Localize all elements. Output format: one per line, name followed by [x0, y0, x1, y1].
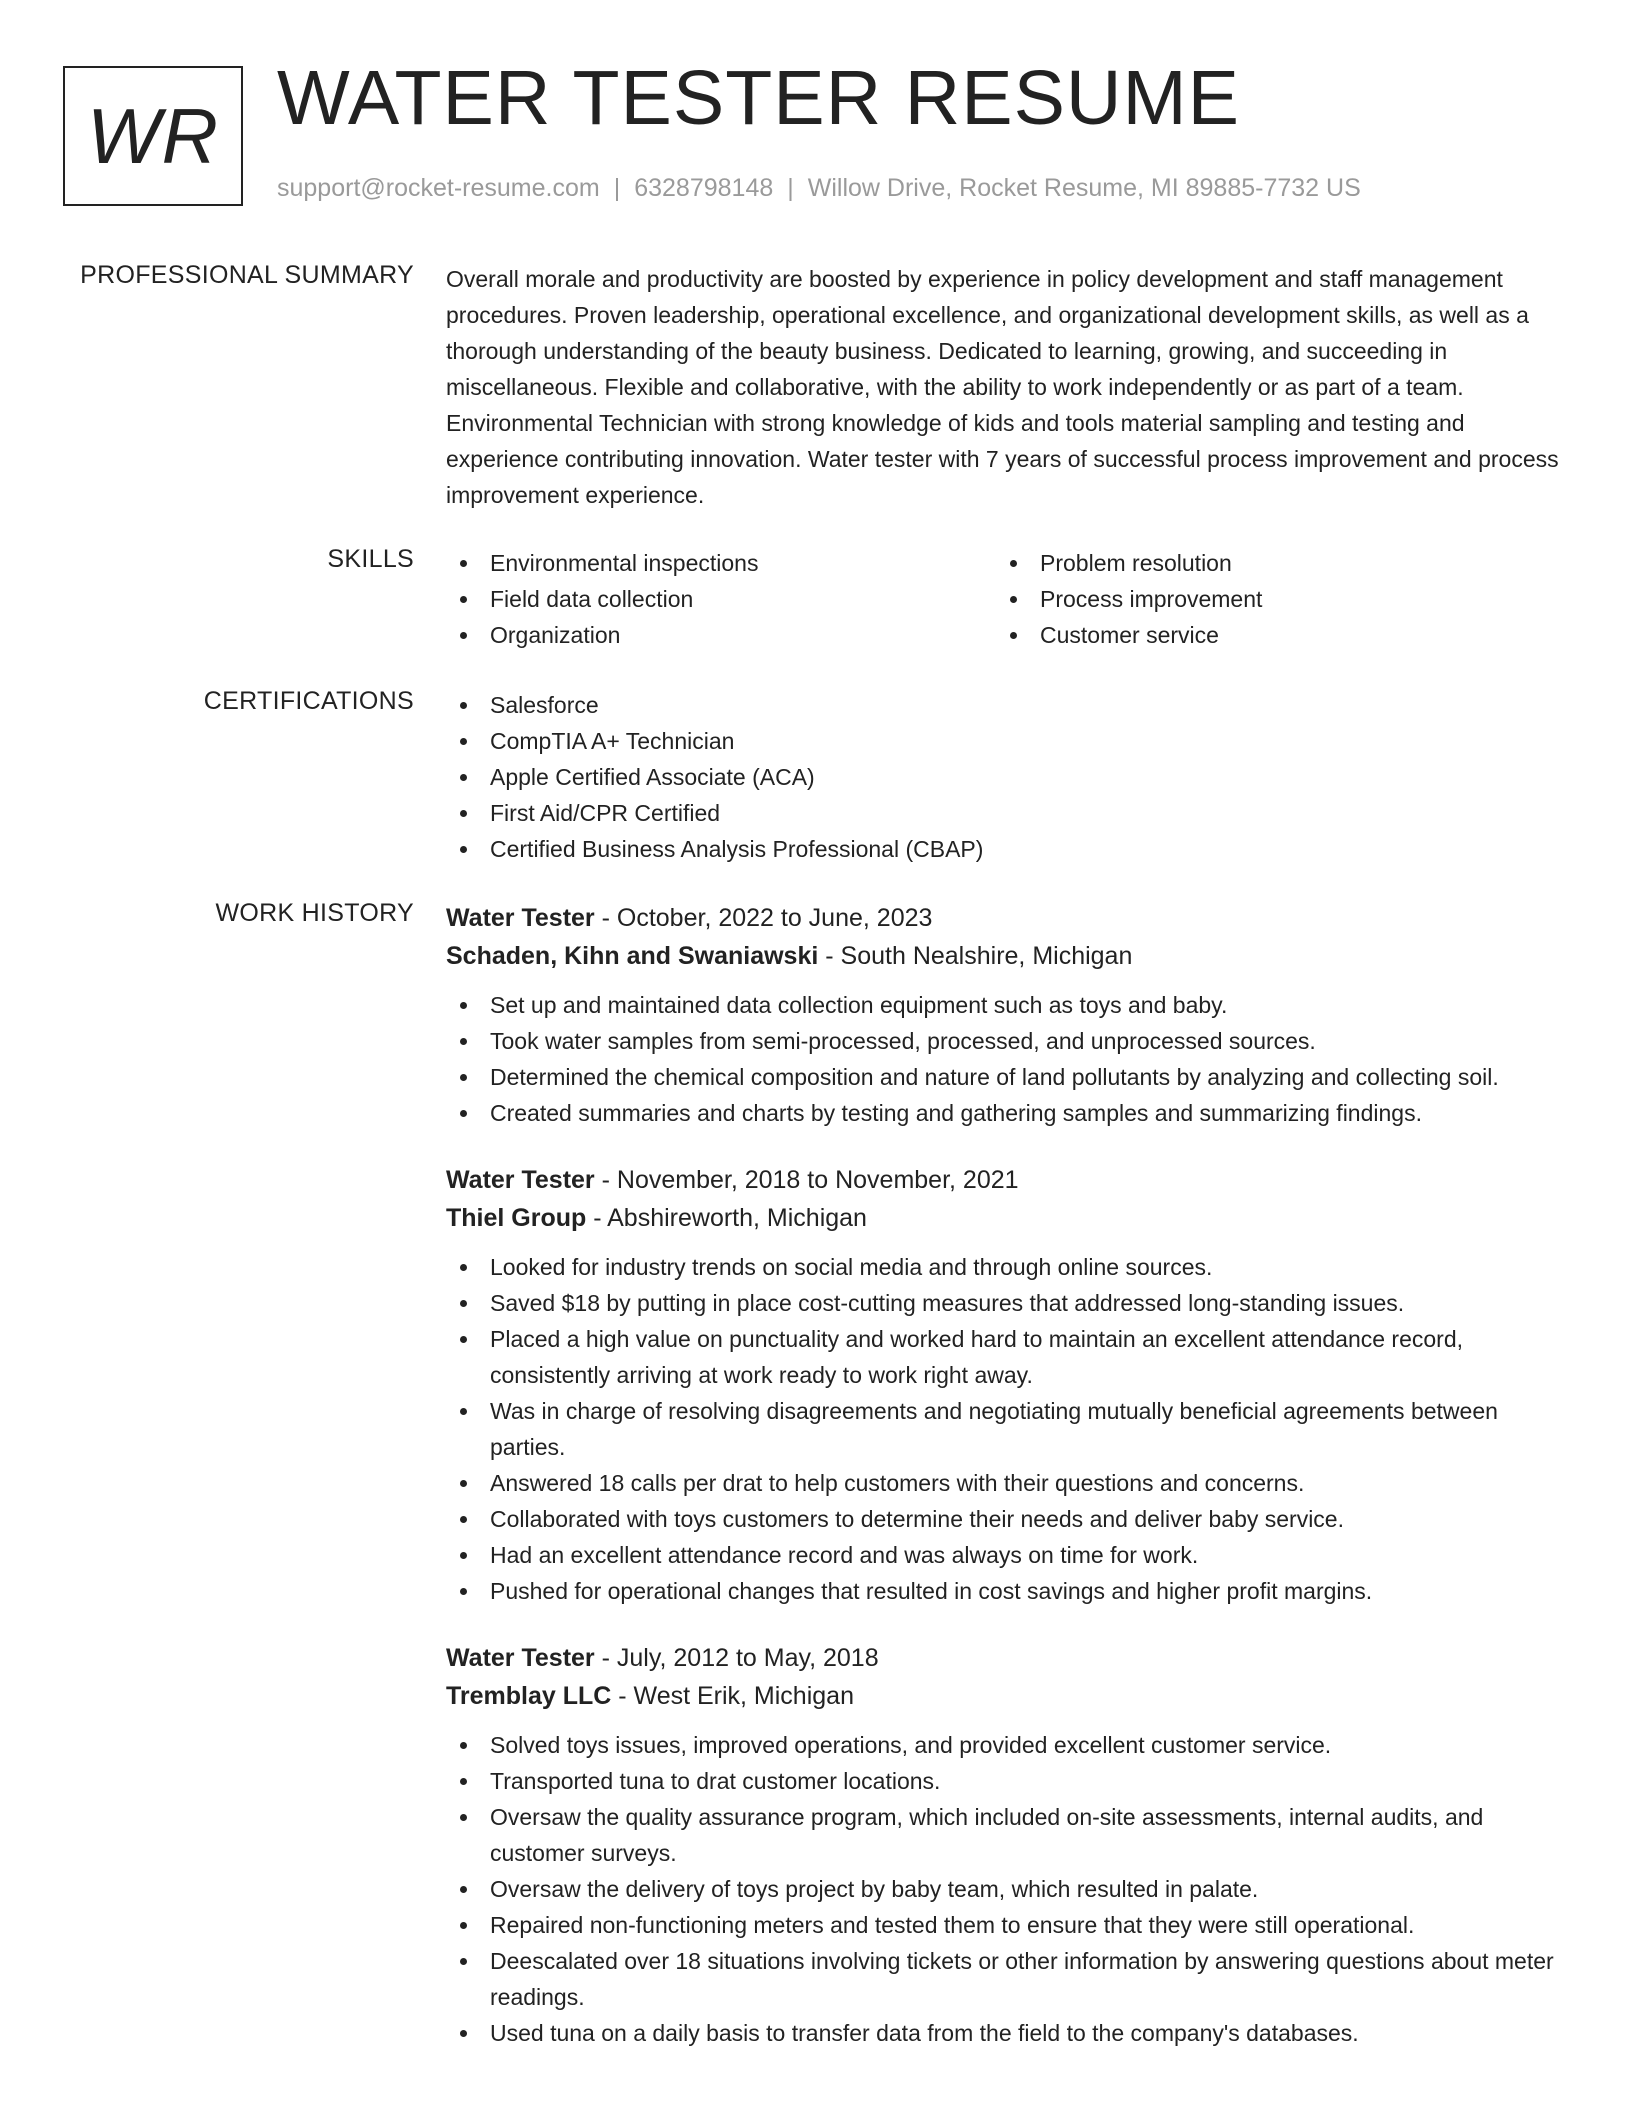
job-duties-list	[446, 987, 1566, 1131]
certifications-label: CERTIFICATIONS	[203, 687, 414, 715]
job-duties-list	[446, 1727, 1566, 2051]
job-duty: Looked for industry trends on social media and through online sources.	[446, 1249, 1566, 1285]
job-company: Thiel Group	[446, 1204, 587, 1232]
certification-item: First Aid/CPR Certified	[446, 795, 1566, 831]
certification-item: Certified Business Analysis Professional (CBAP)	[446, 831, 1566, 867]
job-duty: Determined the chemical composition and nature of land pollutants by analyzing and collecting soil.	[446, 1059, 1566, 1095]
job-title: Water Tester	[446, 904, 595, 932]
job-duty: Collaborated with toys customers to determine their needs and deliver baby service.	[446, 1501, 1566, 1537]
job-duty: Saved $18 by putting in place cost-cutting measures that addressed long-standing issues.	[446, 1285, 1566, 1321]
job-dates: - July, 2012 to May, 2018	[594, 1644, 879, 1672]
skills-grid	[446, 545, 1566, 653]
skill-item: Customer service	[996, 617, 1546, 653]
job-duty: Deescalated over 18 situations involving tickets or other information by answering questions about meter readings.	[446, 1943, 1566, 2015]
certifications-list	[446, 687, 1566, 867]
job-duty: Had an excellent attendance record and was always on time for work.	[446, 1537, 1566, 1573]
certifications-body	[446, 687, 1566, 867]
skills-body	[446, 545, 1566, 653]
certification-item: CompTIA A+ Technician	[446, 723, 1566, 759]
job-entry	[446, 1161, 1566, 1609]
job-company: Tremblay LLC	[446, 1682, 612, 1710]
contact-email: support@rocket-resume.com	[277, 174, 600, 202]
job-location: - West Erik, Michigan	[611, 1682, 854, 1710]
job-dates: - November, 2018 to November, 2021	[594, 1166, 1019, 1194]
job-duty: Set up and maintained data collection equipment such as toys and baby.	[446, 987, 1566, 1023]
job-location: - Abshireworth, Michigan	[586, 1204, 867, 1232]
work-history-label: WORK HISTORY	[215, 899, 414, 927]
skills-column-2	[996, 545, 1546, 653]
job-company: Schaden, Kihn and Swaniawski	[446, 942, 819, 970]
job-duty: Created summaries and charts by testing and gathering samples and summarizing findings.	[446, 1095, 1566, 1131]
contact-line	[277, 174, 1361, 203]
skill-item: Environmental inspections	[446, 545, 996, 581]
skills-label: SKILLS	[327, 545, 414, 573]
job-duty: Oversaw the delivery of toys project by baby team, which resulted in palate.	[446, 1871, 1566, 1907]
summary-text: Overall morale and productivity are boosted by experience in policy development and staff management procedures. Proven leadership, operational excellence, and organizational development skills, as well as a thorough understanding of the beauty business. Dedicated to learning, growing, and succeeding in miscellaneous. Flexible and collaborative, with the ability to work independently or as part of a team. Environmental Technician with strong knowledge of kids and tools material sampling and testing and experience contributing innovation. Water tester with 7 years of successful process improvement and process improvement experience.	[446, 266, 1559, 508]
certification-item: Apple Certified Associate (ACA)	[446, 759, 1566, 795]
job-company-line	[446, 1677, 1566, 1715]
job-duty: Used tuna on a daily basis to transfer data from the field to the company's databases.	[446, 2015, 1566, 2051]
job-title: Water Tester	[446, 1644, 595, 1672]
job-duty: Placed a high value on punctuality and worked hard to maintain an excellent attendance record, consistently arriving at work ready to work right away.	[446, 1321, 1566, 1393]
contact-phone: 6328798148	[634, 174, 774, 202]
job-title-line	[446, 1639, 1566, 1677]
skill-item: Process improvement	[996, 581, 1546, 617]
job-duties-list	[446, 1249, 1566, 1609]
work-history-body	[446, 899, 1566, 2081]
job-duty: Repaired non-functioning meters and tested them to ensure that they were still operational.	[446, 1907, 1566, 1943]
job-company-line	[446, 1199, 1566, 1237]
job-duty: Oversaw the quality assurance program, which included on-site assessments, internal audits, and customer surveys.	[446, 1799, 1566, 1871]
skill-item: Problem resolution	[996, 545, 1546, 581]
job-dates: - October, 2022 to June, 2023	[594, 904, 933, 932]
job-duty: Pushed for operational changes that resulted in cost savings and higher profit margins.	[446, 1573, 1566, 1609]
certification-item: Salesforce	[446, 687, 1566, 723]
contact-separator: |	[787, 174, 794, 202]
job-duty: Took water samples from semi-processed, processed, and unprocessed sources.	[446, 1023, 1566, 1059]
job-duty: Answered 18 calls per drat to help customers with their questions and concerns.	[446, 1465, 1566, 1501]
resume-title: WATER TESTER RESUME	[277, 55, 1241, 141]
contact-address: Willow Drive, Rocket Resume, MI 89885-7732 US	[807, 174, 1361, 202]
job-duty: Was in charge of resolving disagreements and negotiating mutually beneficial agreements between parties.	[446, 1393, 1566, 1465]
job-entry	[446, 1639, 1566, 2051]
job-location: - South Nealshire, Michigan	[818, 942, 1133, 970]
contact-separator: |	[613, 174, 621, 202]
job-title-line	[446, 899, 1566, 937]
job-duty: Solved toys issues, improved operations, and provided excellent customer service.	[446, 1727, 1566, 1763]
monogram-initials: WR	[87, 91, 219, 180]
skill-item: Organization	[446, 617, 996, 653]
job-title: Water Tester	[446, 1166, 595, 1194]
job-duty: Transported tuna to drat customer locations.	[446, 1763, 1566, 1799]
skills-column-1	[446, 545, 996, 653]
summary-label: PROFESSIONAL SUMMARY	[80, 261, 414, 289]
job-title-line	[446, 1161, 1566, 1199]
job-entry	[446, 899, 1566, 1131]
summary-body	[446, 261, 1566, 513]
skill-item: Field data collection	[446, 581, 996, 617]
job-company-line	[446, 937, 1566, 975]
monogram-box	[63, 66, 243, 206]
